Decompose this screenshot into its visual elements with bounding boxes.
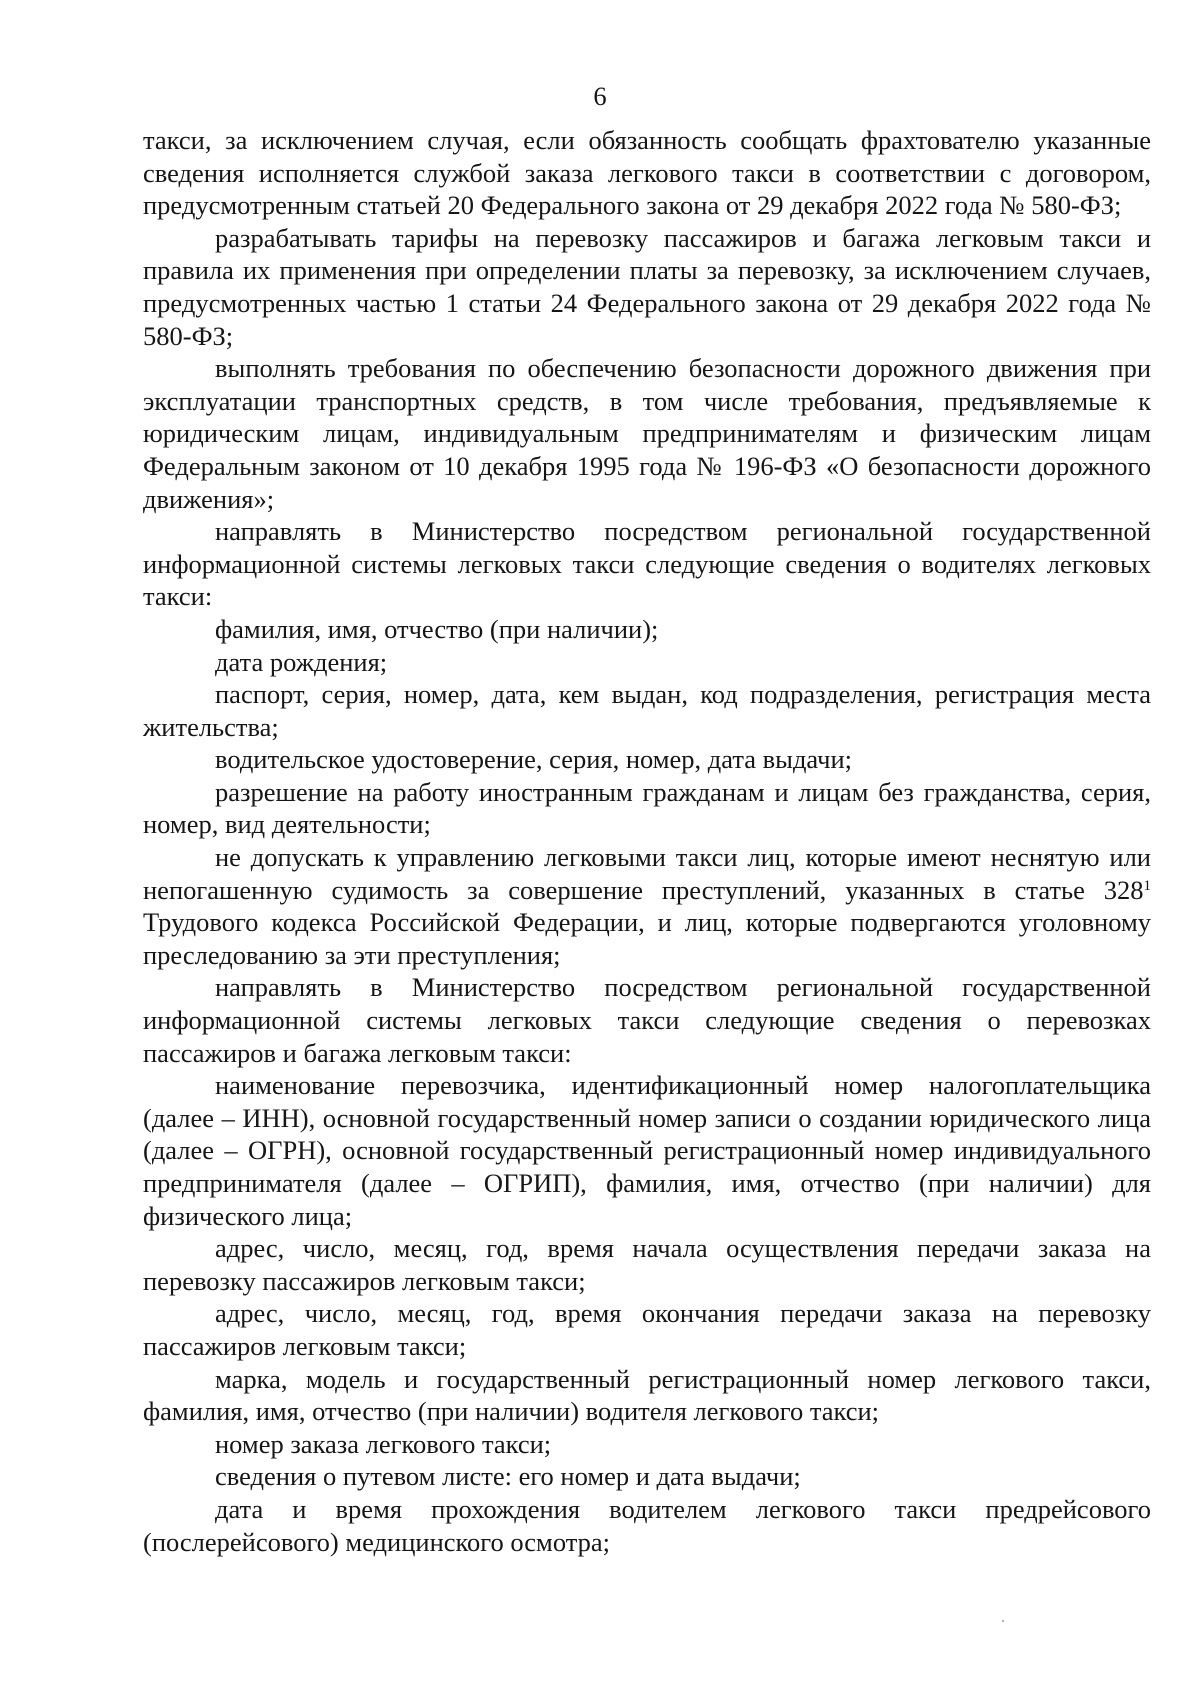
- paragraph: выполнять требования по обеспечению безопасности дорожного движения при эксплуатации транспортных средств, в том числе требования, предъявляемые к юридическим лицам, индивидуальным предпринимателям и физическим лицам Федеральным законом от 10 декабря 1995 года № 196-ФЗ «О безопасности дорожного движения»;: [143, 353, 1151, 514]
- paragraph-text-before: не допускать к управлению легковыми такси лиц, которые имеют неснятую или непогашенную судимость за совершение преступлений, указанных в статье 328: [143, 842, 1151, 905]
- paragraph: направлять в Министерство посредством региональной государственной информационной системы легковых такси следующие сведения о перевозках пассажиров и багажа легковым такси:: [143, 972, 1151, 1068]
- paragraph: направлять в Министерство посредством региональной государственной информационной системы легковых такси следующие сведения о водителях легковых такси:: [143, 516, 1151, 612]
- list-item: марка, модель и государственный регистрационный номер легкового такси, фамилия, имя, отчество (при наличии) водителя легкового такси;: [143, 1363, 1151, 1427]
- list-item: сведения о путевом листе: его номер и дата выдачи;: [215, 1461, 801, 1492]
- page-number: 6: [593, 81, 607, 111]
- list-item: водительское удостоверение, серия, номер, дата выдачи;: [215, 744, 853, 775]
- list-item: фамилия, имя, отчество (при наличии);: [215, 613, 659, 644]
- paragraph-text-after: Трудового кодекса Российской Федерации, и лиц, которые подвергаются уголовному преследованию за эти преступления;: [143, 907, 1151, 970]
- list-item: номер заказа легкового такси;: [215, 1428, 552, 1459]
- document-body: [143, 124, 1151, 1558]
- paragraph-with-footnote: [143, 841, 1151, 971]
- paragraph: разрабатывать тарифы на перевозку пассажиров и багажа легковым такси и правила их применения при определении платы за перевозку, за исключением случаев, предусмотренных частью 1 статьи 24 Федерального закона от 29 декабря 2022 года № 580-ФЗ;: [143, 222, 1151, 351]
- article-superscript: 1: [1143, 877, 1151, 894]
- list-item: дата и время прохождения водителем легкового такси предрейсового (послерейсового) медицинского осмотра;: [143, 1493, 1151, 1557]
- list-item: паспорт, серия, номер, дата, кем выдан, код подразделения, регистрация места жительства;: [143, 679, 1151, 742]
- list-item: адрес, число, месяц, год, время окончания передачи заказа на перевозку пассажиров легковым такси;: [143, 1298, 1151, 1361]
- list-item: наименование перевозчика, идентификационный номер налогоплательщика (далее – ИНН), основной государственный номер записи о создании юридического лица (далее – ОГРН), основной государственный регистрационный номер индивидуального предпринимателя (далее – ОГРИП), фамилия, имя, отчество (при наличии) для физического лица;: [143, 1070, 1151, 1231]
- scan-speck: [1002, 1620, 1004, 1622]
- list-item: дата рождения;: [215, 646, 388, 677]
- list-item: адрес, число, месяц, год, время начала осуществления передачи заказа на перевозку пассажиров легковым такси;: [143, 1233, 1151, 1296]
- paragraph: такси, за исключением случая, если обязанность сообщать фрахтователю указанные сведения исполняется службой заказа легкового такси в соответствии с договором, предусмотренным статьей 20 Федерального закона от 29 декабря 2022 года № 580-ФЗ;: [143, 125, 1151, 221]
- list-item: разрешение на работу иностранным гражданам и лицам без гражданства, серия, номер, вид деятельности;: [143, 776, 1151, 840]
